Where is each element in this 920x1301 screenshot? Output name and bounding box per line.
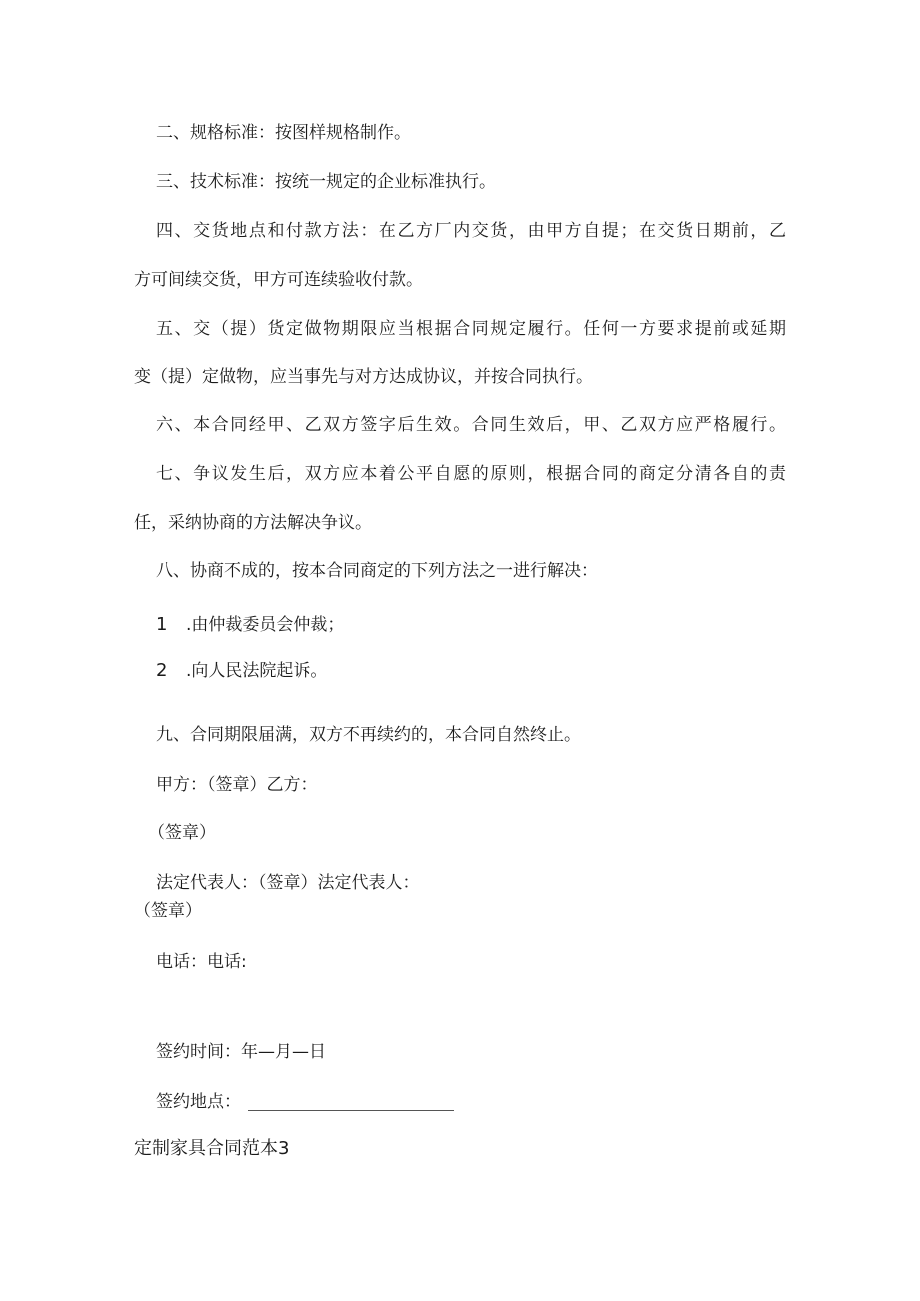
- list-item-2-number: 2: [156, 660, 168, 681]
- signing-place-label: 签约地点：: [156, 1092, 241, 1112]
- signing-date-line: 签约时间：年—月—日: [156, 1042, 326, 1062]
- clause-5-line-2: 变（提）定做物，应当事先与对方达成协议，并按合同执行。: [134, 367, 593, 387]
- next-contract-title: 定制家具合同范本3: [134, 1138, 290, 1159]
- list-item-1-text: .由仲裁委员会仲裁；: [186, 615, 345, 635]
- phone-line: 电话：电话:: [156, 952, 247, 972]
- clause-3: 三、技术标准：按统一规定的企业标准执行。: [156, 172, 496, 192]
- signing-place-blank: [248, 1110, 454, 1111]
- clause-7-line-1: 七、争议发生后，双方应本着公平自愿的原则，根据合同的商定分清各自的责: [156, 464, 786, 484]
- clause-7-line-2: 任，采纳协商的方法解决争议。: [134, 513, 372, 533]
- clause-6: 六、本合同经甲、乙双方签字后生效。合同生效后，甲、乙双方应严格履行。: [156, 415, 786, 435]
- clause-9: 九、合同期限届满，双方不再续约的，本合同自然终止。: [156, 725, 581, 745]
- legal-representative-line: 法定代表人：（签章）法定代表人：: [156, 873, 420, 893]
- list-item-1: [156, 613, 344, 637]
- clause-8: 八、协商不成的，按本合同商定的下列方法之一进行解决：: [156, 561, 598, 581]
- list-item-2-text: .向人民法院起诉。: [186, 661, 328, 681]
- seal-label-1: （签章）: [148, 823, 216, 843]
- party-signature-line: 甲方：（签章）乙方：: [156, 775, 318, 795]
- clause-5-line-1: 五、交（提）货定做物期限应当根据合同规定履行。任何一方要求提前或延期: [156, 319, 786, 339]
- list-item-2: [156, 659, 327, 683]
- list-item-1-number: 1: [156, 614, 168, 635]
- seal-label-2: （签章）: [134, 901, 202, 921]
- clause-4-line-2: 方可间续交货，甲方可连续验收付款。: [134, 270, 423, 290]
- clause-4-line-1: 四、交货地点和付款方法：在乙方厂内交货，由甲方自提；在交货日期前，乙: [156, 221, 786, 241]
- clause-2: 二、规格标准：按图样规格制作。: [156, 123, 411, 143]
